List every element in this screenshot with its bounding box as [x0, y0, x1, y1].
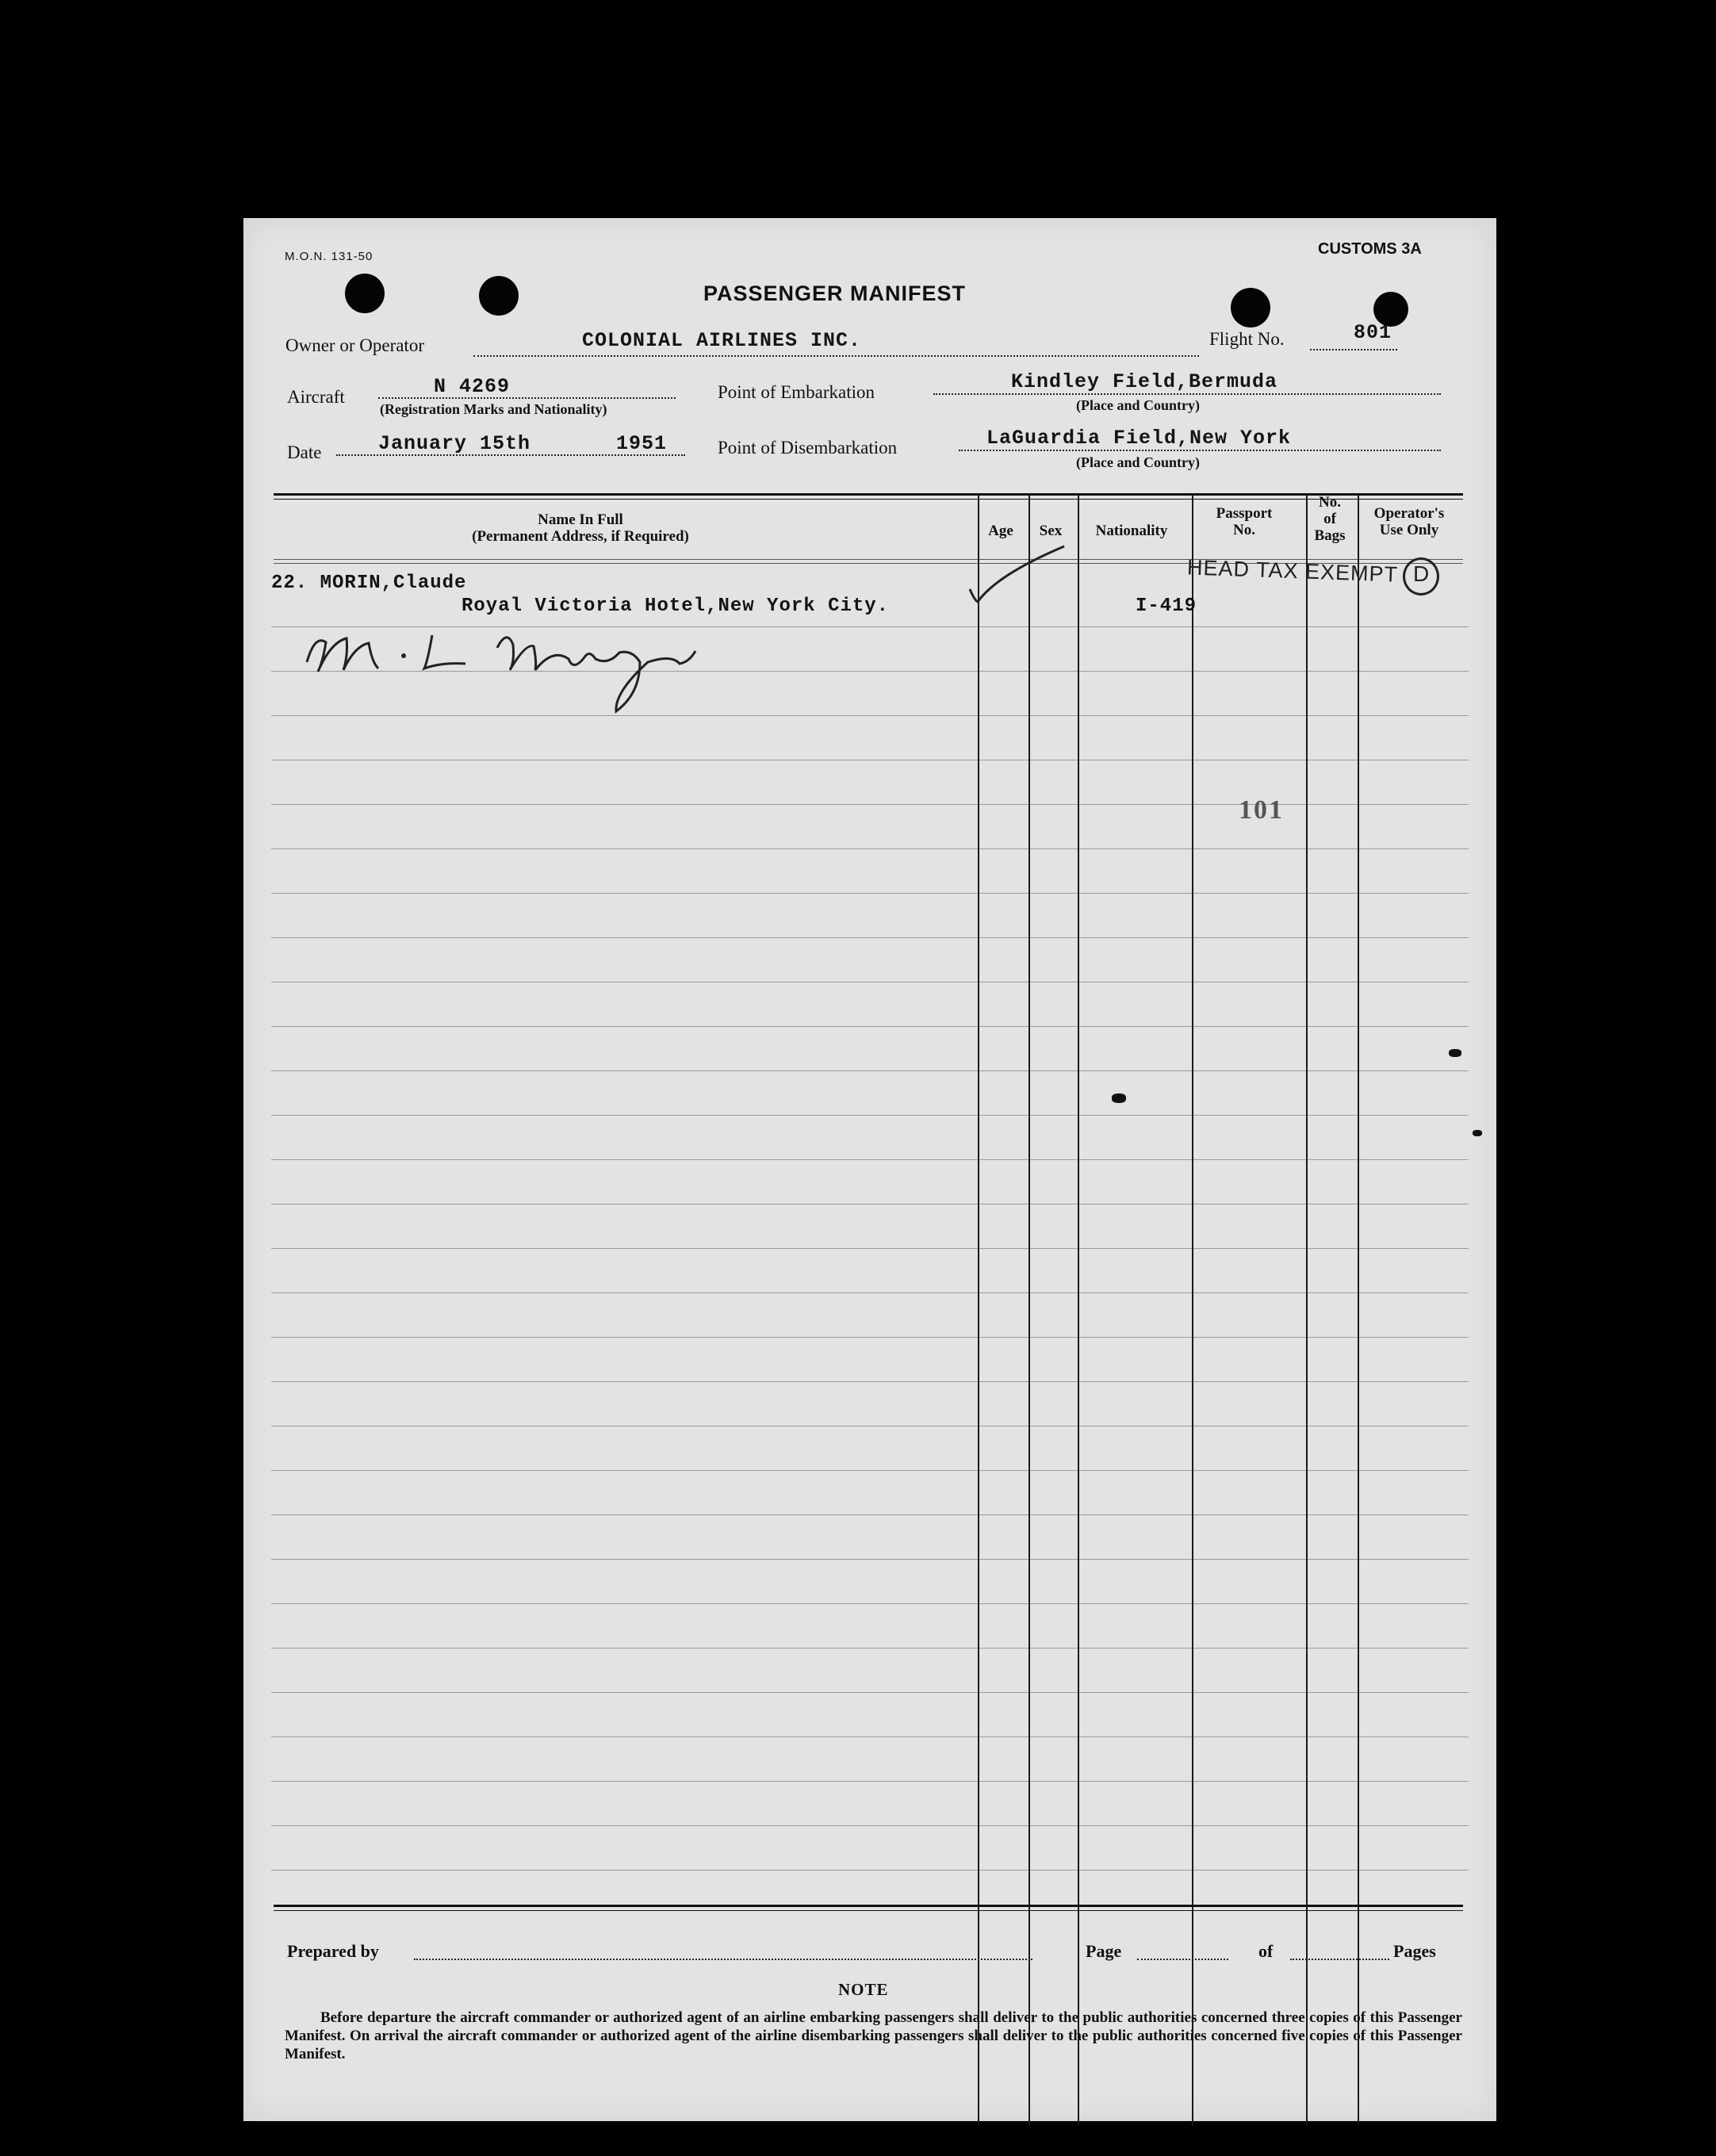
table-row-line — [271, 1870, 1469, 1871]
entry-name: 22. MORIN,Claude — [271, 573, 467, 594]
col-age-header: Age — [988, 523, 1013, 539]
col-divider — [1078, 496, 1079, 2125]
owner-label: Owner or Operator — [285, 335, 424, 355]
table-row-line — [271, 1115, 1469, 1116]
table-row-line — [271, 1248, 1469, 1249]
stamp-mark-letter: D — [1413, 561, 1430, 586]
page-title: PASSENGER MANIFEST — [703, 281, 967, 305]
table-row-line — [271, 1070, 1469, 1071]
table-row-line — [271, 893, 1469, 894]
col-divider — [1192, 496, 1193, 2125]
form-code: M.O.N. 131-50 — [285, 250, 373, 263]
table-row-line — [271, 1381, 1469, 1382]
prepared-by-line — [414, 1959, 1032, 1960]
table-bottom-rule-2 — [274, 1910, 1463, 1911]
table-row-line — [271, 1026, 1469, 1027]
date-value: January 15th — [378, 432, 531, 455]
table-row-line — [271, 1648, 1469, 1649]
table-top-rule — [274, 493, 1463, 496]
table-row-line — [271, 1337, 1469, 1338]
flight-label: Flight No. — [1209, 329, 1285, 349]
col-sex-header: Sex — [1039, 523, 1063, 539]
embark-label: Point of Embarkation — [718, 382, 875, 402]
date-label: Date — [287, 442, 322, 462]
customs-label: CUSTOMS 3A — [1318, 240, 1422, 258]
ink-speck — [1112, 1093, 1126, 1103]
embark-line — [933, 393, 1441, 395]
disembark-value: LaGuardia Field,New York — [986, 427, 1292, 450]
col-name-header: Name In Full (Permanent Address, if Required) — [472, 511, 689, 545]
embark-caption: (Place and Country) — [1076, 397, 1200, 413]
col-bags-header: No. of Bags — [1314, 494, 1346, 544]
table-row-line — [271, 1470, 1469, 1471]
table-row-line — [271, 1603, 1469, 1604]
page-label: Page — [1086, 1941, 1122, 1961]
col-nationality-header: Nationality — [1095, 523, 1168, 539]
table-row-line — [271, 1292, 1469, 1293]
embark-value: Kindley Field,Bermuda — [1011, 370, 1278, 393]
col-operator-header: Operator's Use Only — [1373, 505, 1445, 538]
page-line — [1137, 1959, 1228, 1960]
disembark-caption: (Place and Country) — [1076, 454, 1200, 470]
table-bottom-rule — [274, 1905, 1463, 1907]
owner-value: COLONIAL AIRLINES INC. — [582, 329, 862, 352]
handwritten-signature — [299, 607, 775, 718]
note-text: Before departure the aircraft commander or authorized agent of an airline embarking passengers shall deliver to the public authorities concerned three copies of this Passenger Manifest. On arrival the aircraft commander or authorized agent of the airline disembarking passengers shall deliver to the public authorities concerned five copies of this Passenger Manifest. — [285, 2009, 1462, 2062]
col-divider — [1358, 496, 1359, 2125]
manifest-sheet — [243, 218, 1496, 2121]
disembark-label: Point of Disembarkation — [718, 438, 898, 458]
table-top-rule-2 — [274, 499, 1463, 500]
pages-label: Pages — [1393, 1941, 1436, 1961]
table-row-line — [271, 1692, 1469, 1693]
flight-line — [1310, 349, 1397, 350]
punch-hole — [1231, 288, 1270, 327]
flight-value: 801 — [1354, 321, 1392, 344]
col-divider — [1306, 496, 1308, 2125]
entry-address: Royal Victoria Hotel,New York City. — [462, 595, 890, 617]
ink-speck — [1473, 1130, 1482, 1136]
head-tax-stamp: HEAD TAX EXEMPT — [1186, 555, 1399, 587]
col-passport-header: Passport No. — [1216, 505, 1273, 538]
punch-hole — [345, 274, 385, 313]
ink-speck — [1449, 1049, 1461, 1057]
aircraft-line — [378, 397, 676, 399]
table-row-line — [271, 1559, 1469, 1560]
date-year: 1951 — [616, 432, 668, 455]
entry-passport: I-419 — [1136, 595, 1197, 617]
stamp-number: 101 — [1239, 795, 1284, 825]
aircraft-label: Aircraft — [287, 387, 345, 407]
note-title: NOTE — [838, 1980, 889, 1999]
col-divider — [978, 496, 979, 2125]
owner-line — [473, 355, 1199, 357]
table-row-line — [271, 848, 1469, 849]
col-divider — [1028, 496, 1030, 2125]
table-row-line — [271, 937, 1469, 938]
aircraft-value: N 4269 — [434, 375, 511, 398]
table-row-line — [271, 1825, 1469, 1826]
of-label: of — [1258, 1941, 1274, 1961]
table-row-line — [271, 1781, 1469, 1782]
table-row-line — [271, 804, 1469, 805]
of-line — [1290, 1959, 1389, 1960]
stamp-mark — [1403, 557, 1439, 595]
punch-hole — [479, 276, 519, 316]
aircraft-caption: (Registration Marks and Nationality) — [380, 401, 607, 417]
disembark-line — [959, 450, 1441, 451]
prepared-by-label: Prepared by — [287, 1941, 379, 1961]
table-row-line — [271, 1159, 1469, 1160]
check-mark — [965, 543, 1076, 607]
